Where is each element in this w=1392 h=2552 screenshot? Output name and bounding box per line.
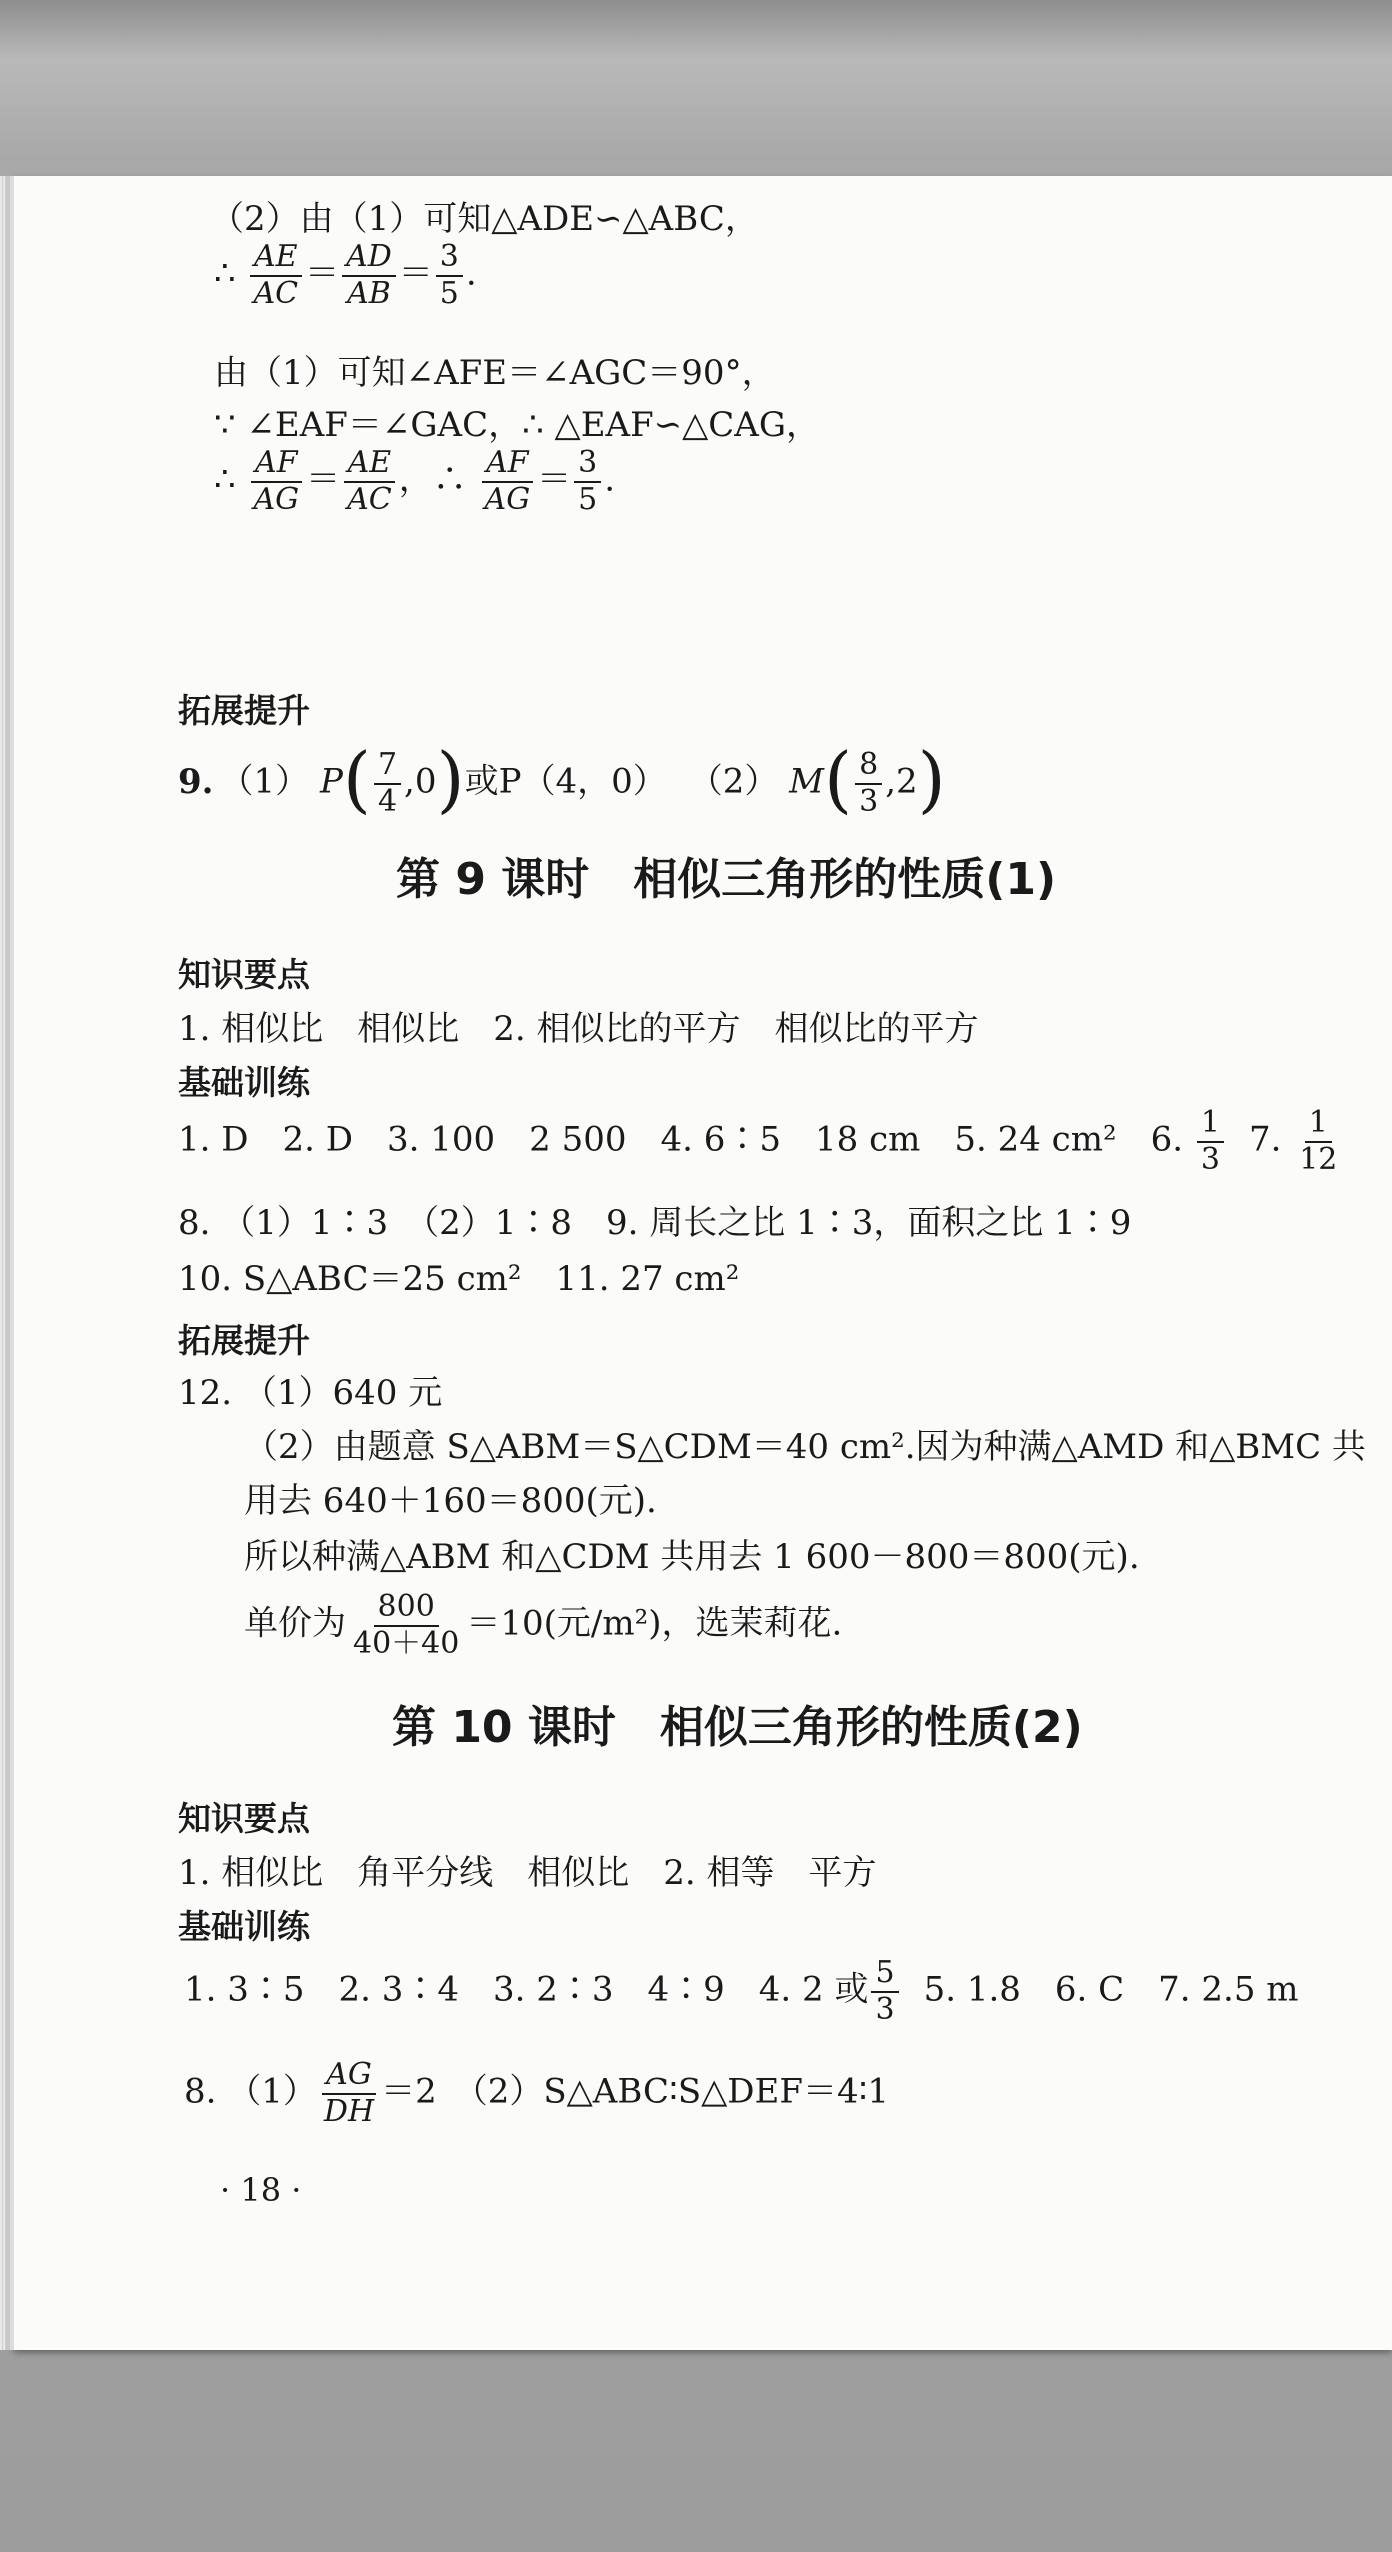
lesson-10-basic-training-heading: 基础训练 [178, 1907, 310, 1946]
section-heading-extension: 拓展提升 [178, 691, 310, 730]
lesson-9-key-points-heading: 知识要点 [178, 955, 310, 994]
fraction-af-ag-2: $\frac{AF}{AG}$ [481, 446, 535, 517]
fraction-ad-ab: $\frac{AD}{AB}$ [342, 240, 396, 311]
fraction-1-3: $\frac{1}{3}$ [1197, 1106, 1224, 1177]
line-angle-equal: ∵ ∠EAF＝∠GAC，∴ △EAF∽△CAG， [214, 405, 821, 445]
therefore-symbol: ∴ [214, 253, 236, 294]
page-number: · 18 · [220, 2171, 302, 2209]
fraction-5-3: $\frac{5}{3}$ [871, 1956, 898, 2027]
line-ratio-af-ag: ∴ $\frac{AF}{AG}$ ＝ $\frac{AE}{AC}$ ，∴ $\frac{AF}{AG}$ ＝ $\frac{3}{5}$ . [214, 445, 616, 517]
lesson-9-extension-heading: 拓展提升 [178, 1321, 310, 1360]
fraction-1-12: $\frac{1}{12}$ [1299, 1105, 1338, 1177]
lesson-9-answer-12-cost: 用去 640＋160＝800(元). [244, 1481, 657, 1521]
line-right-angles: 由（1）可知∠AFE＝∠AGC＝90°， [214, 353, 776, 393]
lesson-9-answer-12-part-2: （2）由题意 S△ABM＝S△CDM＝40 cm².因为种满△AMD 和△BMC 共 [244, 1427, 1366, 1467]
lesson-9-key-points: 1. 相似比 相似比 2. 相似比的平方 相似比的平方 [178, 1009, 979, 1049]
lesson-10-answers-1-7: 1. 3∶5 2. 3∶4 3. 2∶3 4∶9 4. 2 或 $\frac{5}{3}$ 5. 1.8 6. C 7. 2.5 m [184, 1955, 1299, 2027]
answer-9: 9. （1） P( $\frac{7}{4}$ ,0)或P（4，0） （2） M( $\frac{8}{3}$ ,2) [178, 736, 946, 821]
lesson-9-answers-8-9: 8. （1）1∶3 （2）1∶8 9. 周长之比 1∶3，面积之比 1∶9 [178, 1203, 1132, 1243]
line-similar-triangles: （2）由（1）可知△ADE∽△ABC， [210, 199, 759, 239]
fraction-ag-dh: $\frac{AG}{DH}$ [323, 2057, 375, 2129]
lesson-9-answers-1-7: 1. D 2. D 3. 100 2 500 4. 6∶5 18 cm 5. 24 cm² 6. $\frac{1}{3}$ 7. $\frac{1}{12}$ [178, 1106, 1344, 1177]
lesson-9-answer-12-part-1: 12. （1）640 元 [178, 1373, 443, 1413]
fraction-af-ag: $\frac{AF}{AG}$ [249, 446, 303, 517]
fraction-ae-ac-2: $\frac{AE}{AC}$ [343, 446, 396, 517]
fraction-3-5-2: $\frac{3}{5}$ [574, 446, 601, 517]
lesson-10-answer-8: 8. （1） $\frac{AG}{DH}$ ＝2 （2）S△ABC∶S△DEF＝4∶1 [184, 2057, 890, 2129]
lesson-9-basic-training-heading: 基础训练 [178, 1063, 310, 1102]
page-edges [0, 176, 14, 2350]
lesson-10-key-points: 1. 相似比 角平分线 相似比 2. 相等 平方 [178, 1853, 877, 1893]
fraction-ae-ac: $\frac{AE}{AC}$ [249, 240, 302, 311]
lesson-9-answer-12-remaining: 所以种满△ABM 和△CDM 共用去 1 600－800＝800(元). [244, 1537, 1140, 1577]
lesson-9-title: 第 9 课时 相似三角形的性质(1) [396, 854, 1057, 905]
lesson-10-title: 第 10 课时 相似三角形的性质(2) [392, 1702, 1083, 1753]
fraction-800-over-80: $\frac{800}{40+40}$ [353, 1589, 460, 1661]
fraction-3-5: $\frac{3}{5}$ [436, 240, 463, 311]
lesson-9-answer-12-unit-price: 单价为 $\frac{800}{40+40}$ ＝10(元/m²)，选茉莉花. [244, 1589, 843, 1661]
line-ratio-ae-ac: ∴ $\frac{AE}{AC}$ ＝ $\frac{AD}{AB}$ ＝ $\frac{3}{5}$ . [214, 239, 477, 311]
lesson-9-answers-10-11: 10. S△ABC＝25 cm² 11. 27 cm² [178, 1259, 740, 1299]
answer-page [14, 176, 1392, 2350]
lesson-10-key-points-heading: 知识要点 [178, 1799, 310, 1838]
